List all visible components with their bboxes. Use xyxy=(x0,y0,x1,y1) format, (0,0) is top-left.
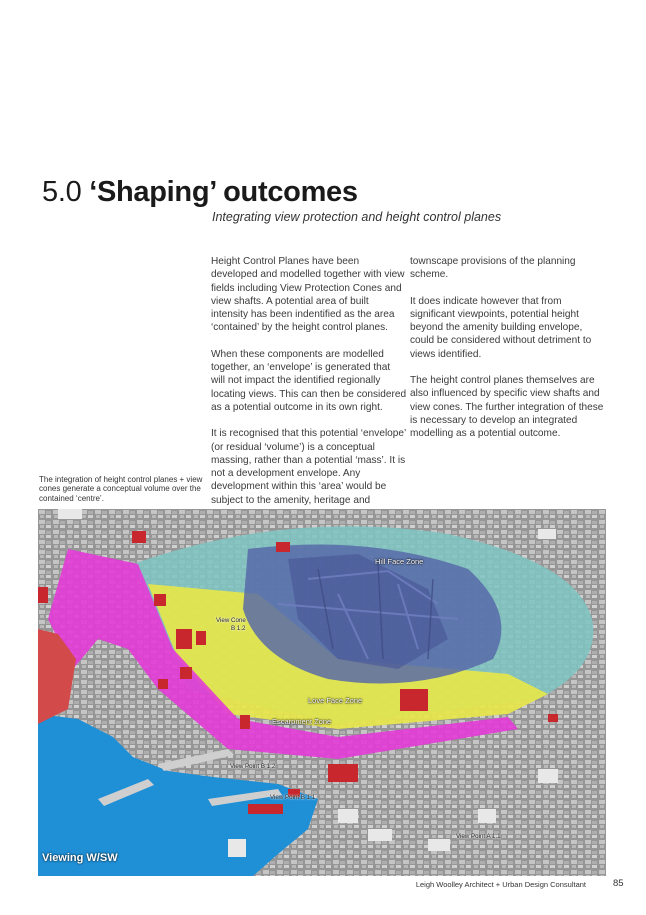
page-number: 85 xyxy=(613,878,624,889)
label-love-face-zone: Love Face Zone xyxy=(308,696,363,705)
label-view-point-b11: View Point B 1.1 xyxy=(270,794,316,801)
model-figure xyxy=(38,509,606,876)
paragraph: When these components are modelled together, an ‘envelope’ is generated that will not impact the identified regionally locating views. This can then be considered as a potential outcome in its own right. xyxy=(211,348,407,413)
label-escarpment-zone: Escarpment Zone xyxy=(272,717,332,726)
figure-caption: The integration of height control planes + view cones generate a conceptual volume over the contained ‘centre’. xyxy=(39,475,203,503)
paragraph: Height Control Planes have been developed and modelled together with view fields including View Protection Cones and view shafts. A potential area of built intensity has been indentified as the area ‘contained’ by the height control planes. xyxy=(211,256,405,334)
paragraph: It does indicate however that from significant viewpoints, potential height beyond the amenity building envelope, could be considered without detriment to views identified. xyxy=(410,295,592,360)
section-number: 5.0 xyxy=(42,176,82,208)
label-hill-face-zone: Hill Face Zone xyxy=(375,557,424,566)
paragraph: It is recognised that this potential ‘envelope’ (or residual ‘volume’) is a conceptual massing, rather than a potential ‘mass’. It is not a development envelope. Any development within this ‘area’ would be subject to the amenity, heritage and xyxy=(211,428,406,506)
viewing-direction-label: Viewing W/SW xyxy=(42,852,118,864)
label-view-cone-id: B 1.2 xyxy=(231,625,246,632)
body-column-2 xyxy=(410,255,606,454)
paragraph: townscape provisions of the planning scheme. xyxy=(410,256,576,281)
model-illustration xyxy=(38,509,606,876)
section-heading xyxy=(42,176,358,209)
paragraph: The height control planes themselves are also influenced by specific view shafts and view cones. The further integration of these is necessary to develop an integrated modelling as a potential outcome. xyxy=(410,375,604,440)
section-subtitle: Integrating view protection and height control planes xyxy=(212,210,502,224)
section-title: ‘Shaping’ outcomes xyxy=(89,176,358,208)
body-column-1 xyxy=(211,255,407,520)
label-view-point-b12: View Point B 1.2 xyxy=(230,763,276,770)
label-view-cone: View Cone xyxy=(216,617,246,624)
label-view-point-a11: View Point A 1.1 xyxy=(456,833,501,840)
footer-credit: Leigh Woolley Architect + Urban Design Consultant xyxy=(415,880,586,889)
